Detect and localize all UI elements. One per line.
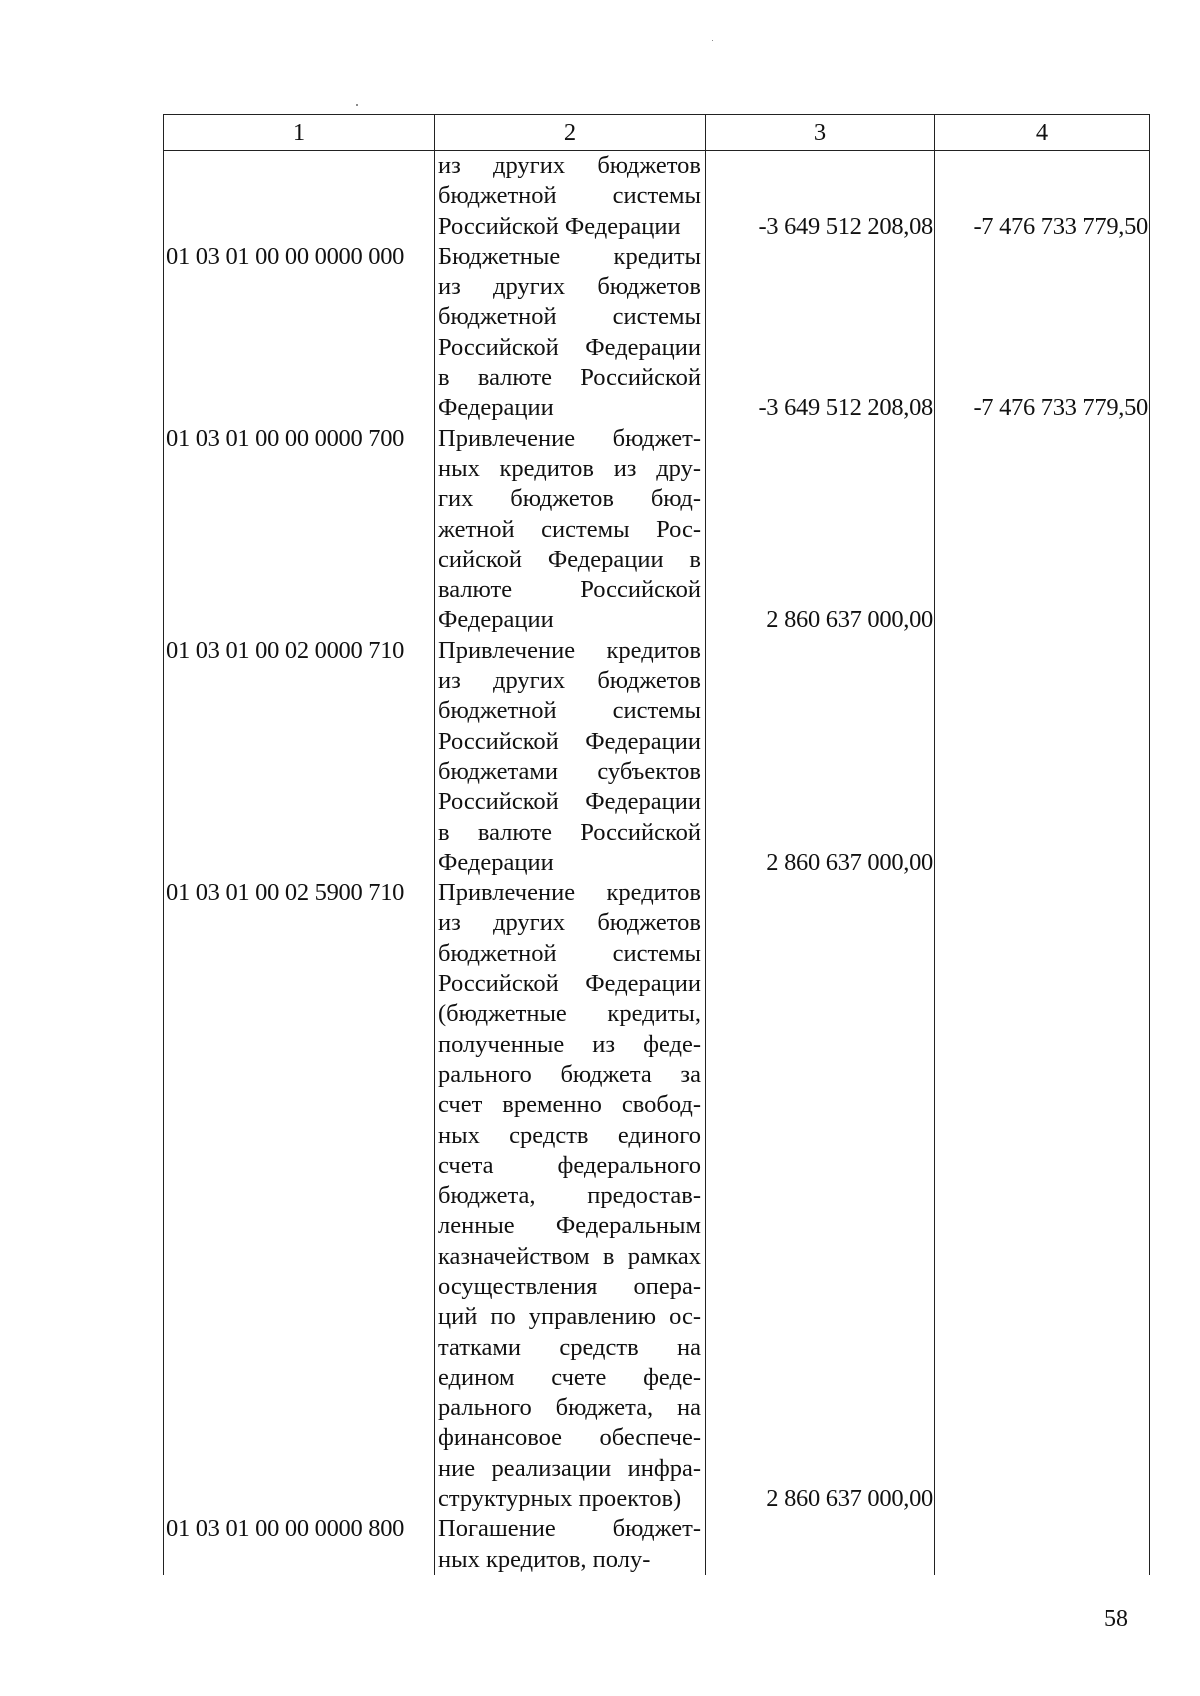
description-line: осуществления опера-	[438, 1272, 701, 1300]
description-line: счет временно свобод-	[438, 1091, 701, 1119]
description-line: структурных проектов)	[438, 1485, 682, 1513]
row-amount-col4: -7 476 733 779,50	[935, 151, 1150, 242]
row-code: 01 03 01 00 00 0000 700	[164, 424, 435, 636]
description-line: (бюджетные кредиты,	[438, 1000, 701, 1028]
description-line: из других бюджетов	[438, 909, 701, 937]
description-line: из других бюджетов	[438, 152, 701, 179]
table-row	[164, 242, 1150, 424]
description-line: жетной системы Рос-	[438, 515, 701, 543]
header-row	[164, 115, 1150, 151]
row-amount-col3: -3 649 512 208,08	[706, 151, 935, 242]
description-line: Российской Федерации	[438, 727, 701, 755]
description-line: из других бюджетов	[438, 667, 701, 695]
description-line: ных кредитов, полу-	[438, 1545, 651, 1573]
description-line: Федерации	[438, 394, 554, 422]
description-line: бюджетной системы	[438, 939, 701, 967]
description-line: Федерации	[438, 848, 554, 876]
row-code: 01 03 01 00 00 0000 800	[164, 1514, 435, 1575]
description-line: Привлечение кредитов	[438, 879, 701, 907]
row-code: 01 03 01 00 02 5900 710	[164, 878, 435, 1514]
row-description	[435, 424, 706, 636]
description-line: ций по управлению ос-	[438, 1303, 701, 1331]
page-number: 58	[1104, 1606, 1128, 1632]
row-amount-col3: 2 860 637 000,00	[706, 878, 935, 1514]
table-row	[164, 151, 1150, 242]
row-code	[164, 151, 435, 242]
description-line: в валюте Российской	[438, 818, 701, 846]
description-line: бюджета, предостав-	[438, 1182, 701, 1210]
table-body	[164, 151, 1150, 1575]
row-description	[435, 151, 706, 242]
description-line: Российской Федерации	[438, 212, 681, 240]
row-description	[435, 636, 706, 878]
description-line: ленные Федеральным	[438, 1212, 701, 1240]
row-description	[435, 242, 706, 424]
scan-speck	[712, 40, 713, 41]
column-header-3: 3	[706, 115, 935, 151]
row-description	[435, 878, 706, 1514]
description-line: татками средств на	[438, 1333, 701, 1361]
description-line: бюджетной системы	[438, 303, 701, 331]
description-line: ных кредитов из дру-	[438, 454, 701, 482]
row-amount-col3: -3 649 512 208,08	[706, 242, 935, 424]
description-line: счета федерального	[438, 1151, 701, 1179]
description-line: гих бюджетов бюд-	[438, 485, 701, 513]
description-line: Бюджетные кредиты	[438, 242, 701, 270]
description-line: Привлечение кредитов	[438, 636, 701, 664]
description-line: едином счете феде-	[438, 1363, 701, 1391]
table-row	[164, 636, 1150, 878]
description-line: рального бюджета за	[438, 1060, 701, 1088]
description-line: ние реализации инфра-	[438, 1454, 701, 1482]
description-line: Российской Федерации	[438, 970, 701, 998]
description-line: ных средств единого	[438, 1121, 701, 1149]
description-line: бюджетной системы	[438, 182, 701, 210]
description-line: казначейством в рамках	[438, 1242, 701, 1270]
column-header-4: 4	[935, 115, 1150, 151]
row-code: 01 03 01 00 02 0000 710	[164, 636, 435, 878]
description-line: валюте Российской	[438, 576, 701, 604]
description-line: рального бюджета, на	[438, 1394, 701, 1422]
description-line: финансовое обеспече-	[438, 1424, 701, 1452]
row-amount-col4	[935, 424, 1150, 636]
row-amount-col4	[935, 878, 1150, 1514]
description-line: из других бюджетов	[438, 273, 701, 301]
row-amount-col3: 2 860 637 000,00	[706, 424, 935, 636]
row-code: 01 03 01 00 00 0000 000	[164, 242, 435, 424]
description-line: бюджетами субъектов	[438, 757, 701, 785]
row-amount-col3	[706, 1514, 935, 1575]
table-row	[164, 1514, 1150, 1575]
column-header-2: 2	[435, 115, 706, 151]
description-line: Федерации	[438, 606, 554, 634]
column-header-1: 1	[164, 115, 435, 151]
row-amount-col3: 2 860 637 000,00	[706, 636, 935, 878]
row-amount-col4	[935, 1514, 1150, 1575]
description-line: Погашение бюджет-	[438, 1515, 701, 1543]
description-line: полученные из феде-	[438, 1030, 701, 1058]
description-line: в валюте Российской	[438, 364, 701, 392]
table-row	[164, 878, 1150, 1514]
table-row	[164, 424, 1150, 636]
description-line: Привлечение бюджет-	[438, 424, 701, 452]
row-amount-col4: -7 476 733 779,50	[935, 242, 1150, 424]
description-line: сийской Федерации в	[438, 545, 701, 573]
row-amount-col4	[935, 636, 1150, 878]
budget-sources-table	[163, 114, 1150, 1575]
scan-speck	[356, 104, 358, 106]
row-description	[435, 1514, 706, 1575]
description-line: Российской Федерации	[438, 788, 701, 816]
description-line: Российской Федерации	[438, 333, 701, 361]
description-line: бюджетной системы	[438, 697, 701, 725]
